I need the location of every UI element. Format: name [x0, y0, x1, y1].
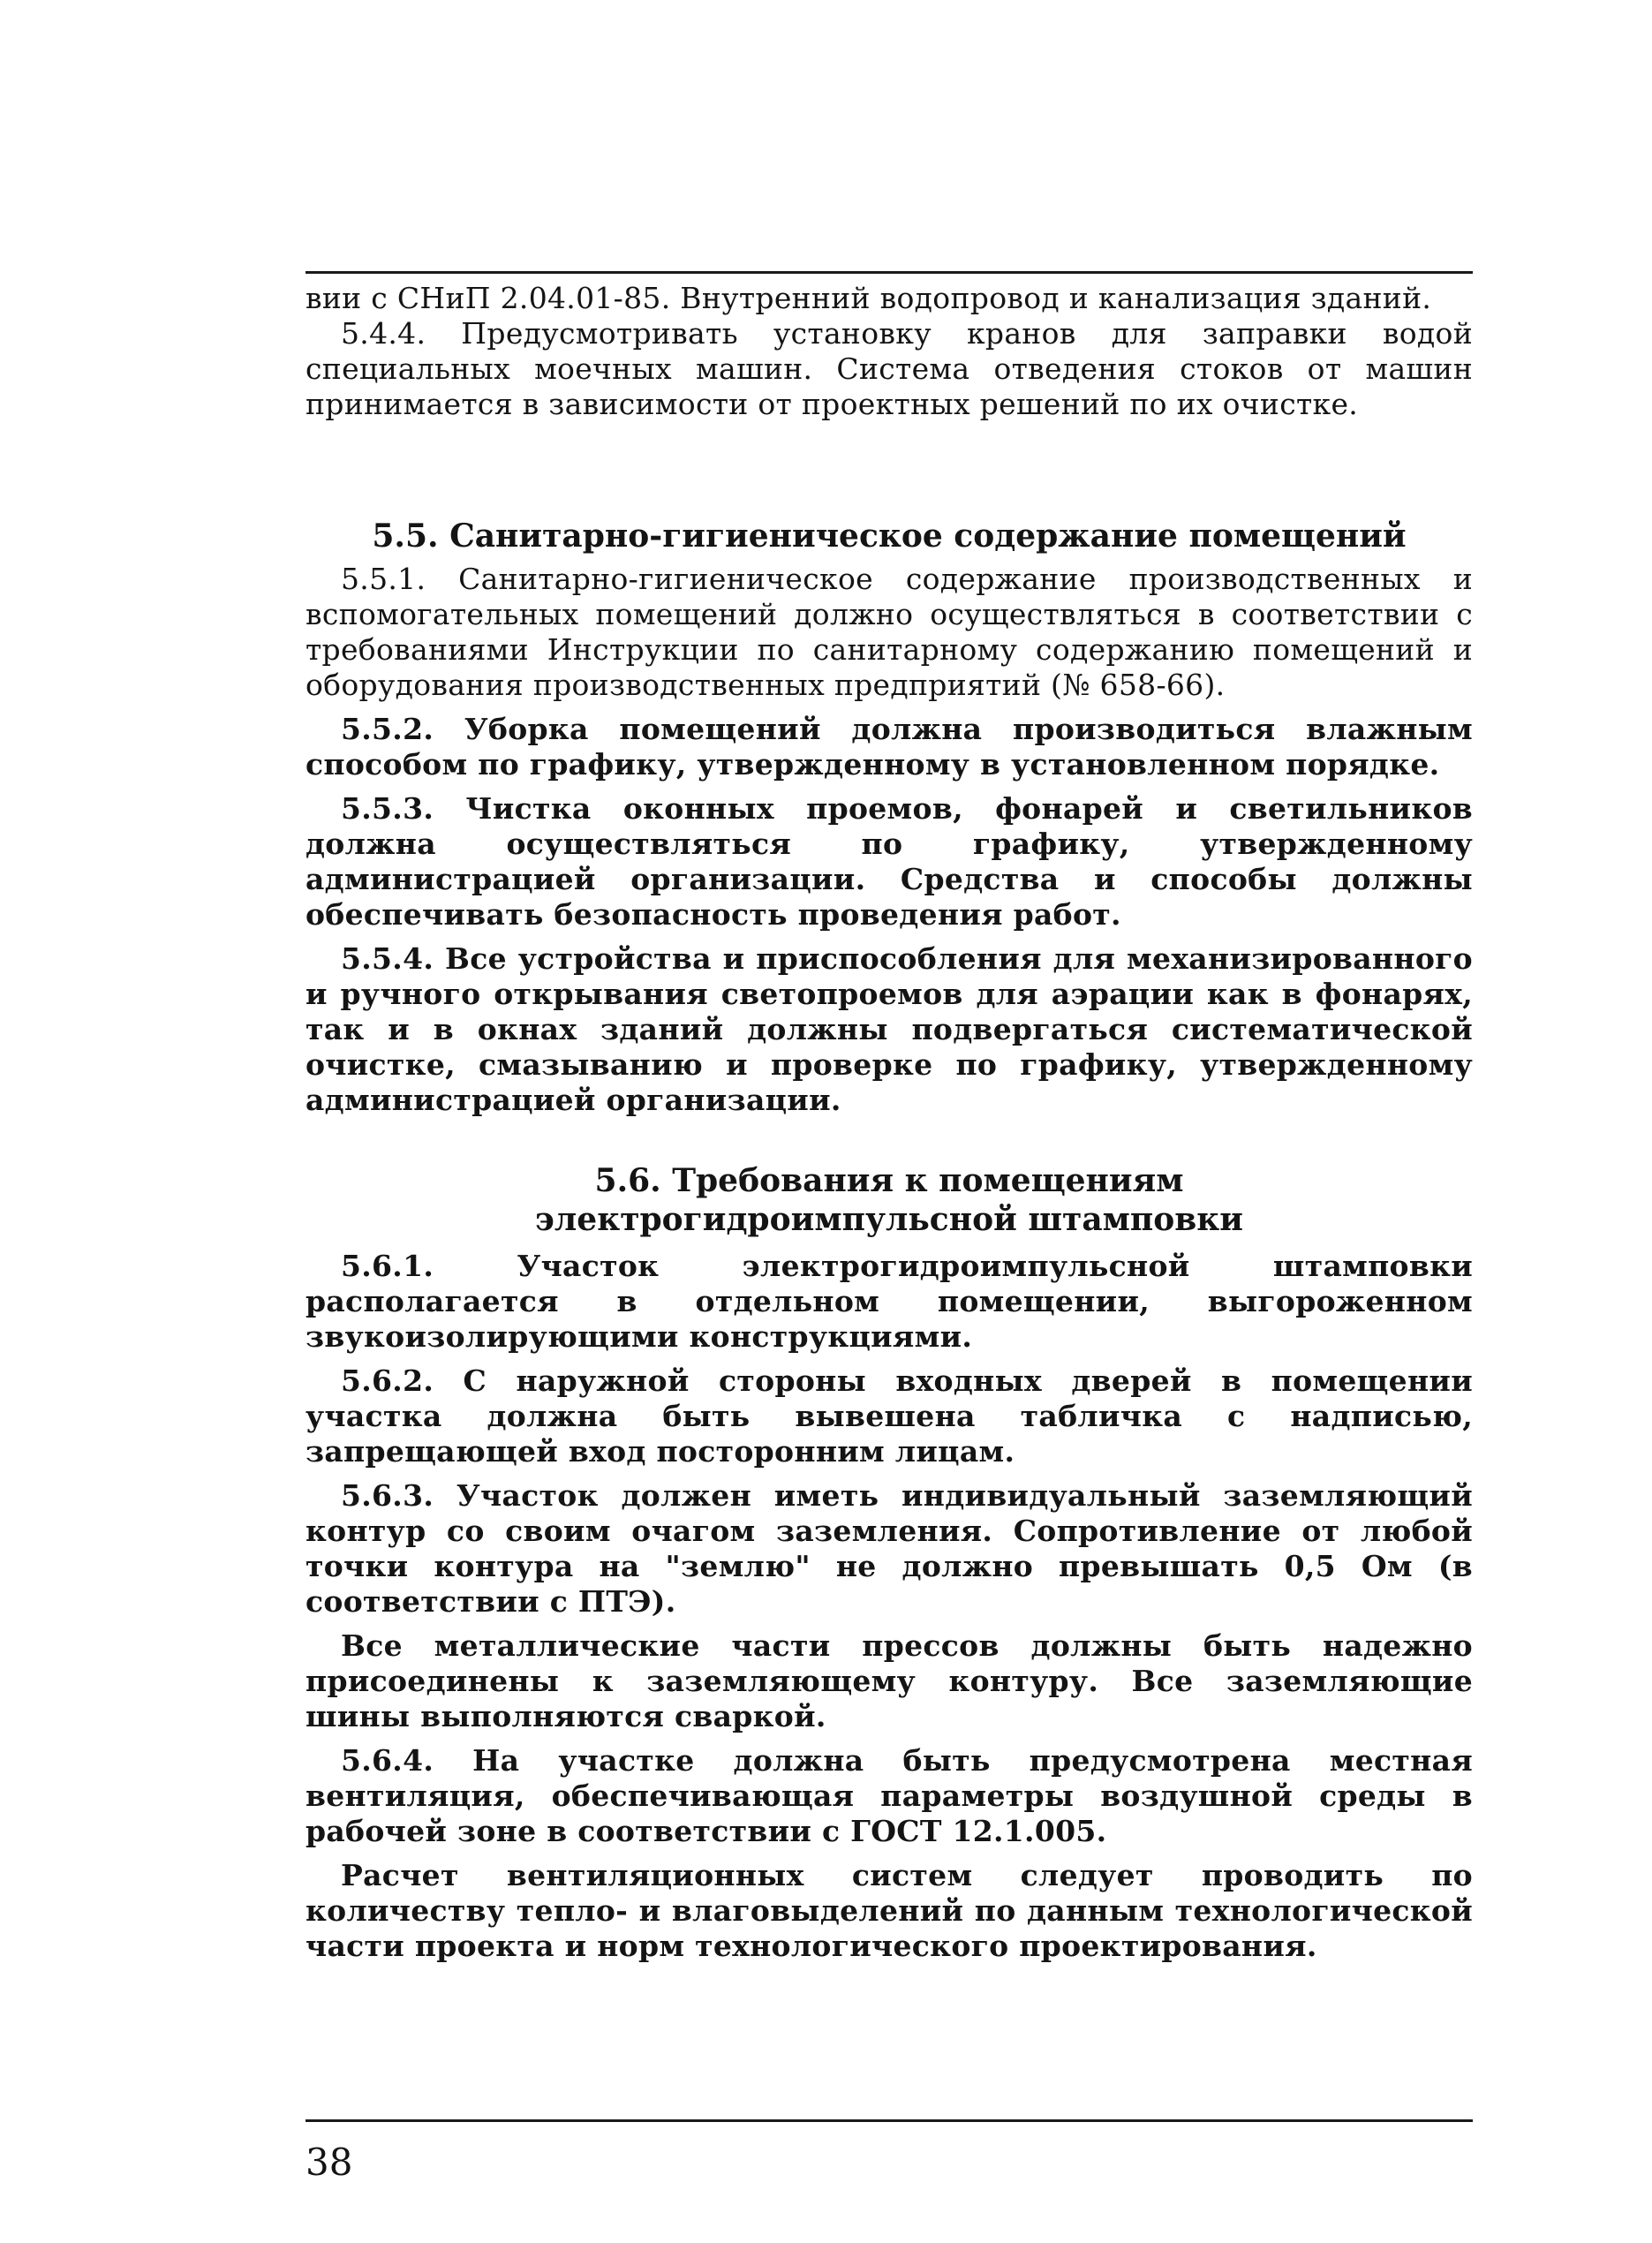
paragraph-5-6-3-continued: Все металлические части прессов должны быть надежно присоединены к заземляющему контуру. Все заземляющие шины выполняются сваркой. [306, 1628, 1473, 1733]
section-5-5-heading: 5.5. Санитарно-гигиеническое содержание помещений [372, 517, 1407, 555]
section-5-5-body [306, 562, 1473, 1118]
paragraph-5-6-2: 5.6.2. С наружной стороны входных дверей в помещении участка должна быть вывешена табличка с надписью, запрещающей вход посторонним лицам. [306, 1363, 1473, 1469]
paragraph-continuation: вии с СНиП 2.04.01-85. Внутренний водопровод и канализация зданий. [306, 281, 1432, 315]
footer-rule [306, 2119, 1473, 2122]
section-5-5-heading-block [306, 517, 1473, 555]
paragraph-5-5-2: 5.5.2. Уборка помещений должна производиться влажным способом по графику, утвержденному в установленном порядке. [306, 712, 1473, 782]
paragraph-5-6-1: 5.6.1. Участок электрогидроимпульсной штамповки располагается в отдельном помещении, выгороженном звукоизолирующими конструкциями. [306, 1249, 1473, 1354]
page-number: 38 [306, 2141, 353, 2184]
section-5-6-heading-line2: электрогидроимпульсной штамповки [534, 1201, 1243, 1238]
paragraph-5-5-1: 5.5.1. Санитарно-гигиеническое содержание производственных и вспомогательных помещений должно осуществляться в соответствии с требованиями Инструкции по санитарному содержанию помещений и оборудования производственных предприятий (№ 658-66). [306, 562, 1473, 702]
paragraph-5-5-3: 5.5.3. Чистка оконных проемов, фонарей и светильников должна осуществляться по графику, утвержденному администрацией организации. Средства и способы должны обеспечивать безопасность проведения работ. [306, 791, 1473, 932]
paragraph-5-6-3: 5.6.3. Участок должен иметь индивидуальный заземляющий контур со своим очагом заземления. Сопротивление от любой точки контура на "землю" не должно превышать 0,5 Ом (в соответствии с ПТЭ). [306, 1478, 1473, 1619]
section-5-6-heading-line1: 5.6. Требования к помещениям [594, 1162, 1184, 1199]
paragraph-5-6-4-continued: Расчет вентиляционных систем следует проводить по количеству тепло- и влаговыделений по данным технологической части проекта и норм технологического проектирования. [306, 1858, 1473, 1963]
paragraph-5-6-4: 5.6.4. На участке должна быть предусмотрена местная вентиляция, обеспечивающая параметры воздушной среды в рабочей зоне в соответствии с ГОСТ 12.1.005. [306, 1743, 1473, 1848]
header-rule [306, 271, 1473, 274]
section-5-6-body [306, 1249, 1473, 1964]
paragraph-5-4-4: 5.4.4. Предусмотривать установку кранов для заправки водой специальных моечных машин. Система отведения стоков от машин принимается в зависимости от проектных решений по их очистке. [306, 316, 1473, 421]
continuation-block [306, 281, 1473, 422]
paragraph-5-5-4: 5.5.4. Все устройства и приспособления для механизированного и ручного открывания светопроемов для аэрации как в фонарях, так и в окнах зданий должны подвергаться систематической очистке, смазыванию и проверке по графику, утвержденному администрацией организации. [306, 941, 1473, 1117]
section-5-6-heading-block [306, 1161, 1473, 1239]
